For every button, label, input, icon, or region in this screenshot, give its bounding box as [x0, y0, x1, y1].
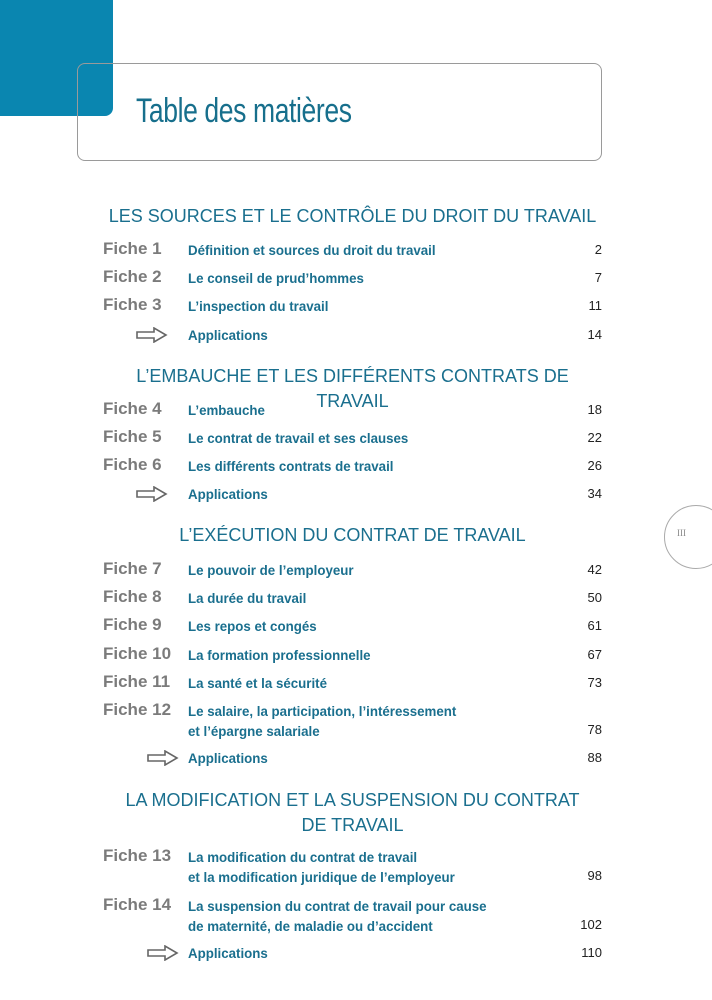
fiche-label: Fiche 11	[103, 672, 171, 691]
section-heading	[100, 788, 605, 838]
toc-entry-title[interactable]	[188, 560, 354, 580]
toc-entry-title[interactable]	[188, 296, 328, 316]
page-ref: 73	[587, 675, 602, 690]
page-title: Table des matières	[136, 92, 352, 130]
applications-link[interactable]	[188, 325, 268, 345]
toc-entry-title[interactable]	[188, 240, 436, 260]
fiche-label: Fiche 6	[103, 455, 162, 474]
entry-title-line: de maternité, de maladie ou d’accident	[188, 918, 433, 934]
entry-title-line: Le salaire, la participation, l’intéressement	[188, 703, 457, 719]
page-ref: 22	[587, 430, 602, 445]
toc-entry-title[interactable]	[188, 896, 487, 936]
entry-title-line: La suspension du contrat de travail pour cause	[188, 898, 487, 914]
fiche-label: Fiche 10	[103, 644, 172, 663]
arrow-icon	[147, 750, 179, 766]
entry-title-line: Le conseil de prud’hommes	[188, 270, 364, 286]
page-ref: 26	[587, 458, 602, 473]
fiche-label: Fiche 12	[103, 700, 172, 719]
fiche-label: Fiche 5	[103, 427, 162, 446]
fiche-label: Fiche 14	[103, 895, 172, 914]
entry-title-line: et l’épargne salariale	[188, 723, 320, 739]
page-ref: 98	[587, 868, 602, 883]
entry-title-line: L’inspection du travail	[188, 298, 329, 314]
entry-title-line: Le pouvoir de l’employeur	[188, 562, 354, 578]
page-number: III	[677, 528, 686, 538]
toc-entry-title[interactable]	[188, 400, 265, 420]
entry-title-line: Le contrat de travail et ses clauses	[188, 430, 409, 446]
toc-entry-title[interactable]	[188, 268, 364, 288]
page-ref: 67	[587, 647, 602, 662]
fiche-label: Fiche 2	[103, 267, 162, 286]
toc-entry-title[interactable]	[188, 701, 456, 741]
toc-entry-title[interactable]	[188, 588, 306, 608]
section-heading-line: L’EMBAUCHE ET LES DIFFÉRENTS CONTRATS DE TRAVAIL	[136, 366, 569, 411]
page-ref: 50	[587, 590, 602, 605]
entry-title-line: Définition et sources du droit du travail	[188, 242, 436, 258]
entry-title-line: Applications	[188, 945, 268, 961]
toc-entry-title[interactable]	[188, 428, 408, 448]
fiche-label: Fiche 4	[103, 399, 162, 418]
page-ref: 110	[581, 945, 602, 960]
toc-entry-title[interactable]	[188, 673, 327, 693]
toc-entry-title[interactable]	[188, 645, 371, 665]
toc-entry-title[interactable]	[188, 456, 393, 476]
section-heading	[100, 204, 605, 229]
section-heading-line: L’EXÉCUTION DU CONTRAT DE TRAVAIL	[179, 525, 526, 545]
page-ref: 18	[587, 402, 602, 417]
page-ref: 7	[594, 270, 602, 285]
toc-entry-title[interactable]	[188, 616, 317, 636]
entry-title-line: La modification du contrat de travail	[188, 849, 418, 865]
section-heading-line: DE TRAVAIL	[301, 815, 404, 835]
applications-link[interactable]	[188, 748, 268, 768]
section-heading-line: LA MODIFICATION ET LA SUSPENSION DU CONTRAT	[125, 790, 580, 810]
applications-link[interactable]	[188, 943, 268, 963]
page-ref: 34	[587, 486, 602, 501]
entry-title-line: Applications	[188, 486, 268, 502]
fiche-label: Fiche 7	[103, 559, 162, 578]
fiche-label: Fiche 9	[103, 615, 162, 634]
section-heading-line: LES SOURCES ET LE CONTRÔLE DU DROIT DU TRAVAIL	[108, 206, 597, 226]
fiche-label: Fiche 8	[103, 587, 162, 606]
section-heading	[100, 523, 605, 548]
entry-title-line: Les différents contrats de travail	[188, 458, 394, 474]
entry-title-line: Applications	[188, 750, 268, 766]
fiche-label: Fiche 1	[103, 239, 162, 258]
fiche-label: Fiche 3	[103, 295, 162, 314]
fiche-label: Fiche 13	[103, 846, 172, 865]
page-ref: 42	[587, 562, 602, 577]
entry-title-line: Les repos et congés	[188, 618, 317, 634]
page-number-badge	[664, 505, 712, 569]
entry-title-line: La durée du travail	[188, 590, 307, 606]
toc-entry-title[interactable]	[188, 847, 455, 887]
page-ref: 2	[594, 242, 602, 257]
entry-title-line: La formation professionnelle	[188, 647, 371, 663]
page-ref: 78	[587, 722, 602, 737]
entry-title-line: et la modification juridique de l’employeur	[188, 869, 455, 885]
applications-link[interactable]	[188, 484, 268, 504]
entry-title-line: La santé et la sécurité	[188, 675, 327, 691]
page-ref: 88	[587, 750, 602, 765]
page-ref: 102	[580, 917, 602, 932]
entry-title-line: Applications	[188, 327, 268, 343]
arrow-icon	[147, 945, 179, 961]
entry-title-line: L’embauche	[188, 402, 265, 418]
page-ref: 14	[587, 327, 602, 342]
arrow-icon	[136, 327, 168, 343]
page-ref: 11	[588, 298, 602, 313]
page-ref: 61	[587, 618, 602, 633]
arrow-icon	[136, 486, 168, 502]
section-heading	[100, 364, 605, 414]
